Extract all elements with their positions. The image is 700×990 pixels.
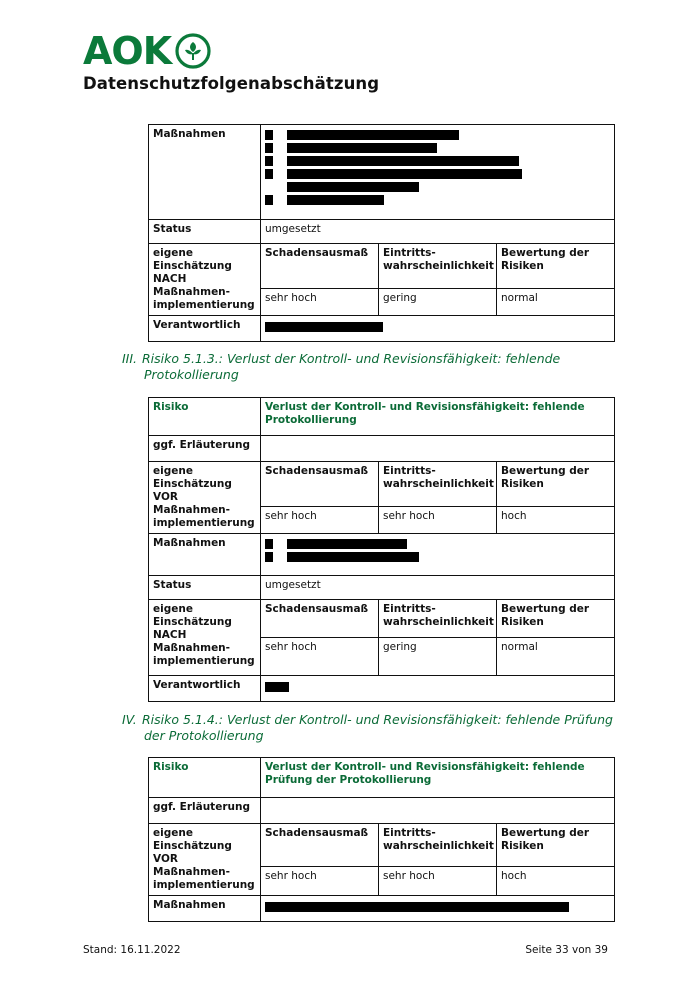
footer-page-number: Seite 33 von 39 xyxy=(525,944,608,956)
verantwortlich-redacted xyxy=(261,676,615,702)
section-heading-iii xyxy=(122,351,622,383)
massnahmen-label: Maßnahmen xyxy=(149,534,261,576)
section-title-line1: Risiko 5.1.3.: Verlust der Kontroll- und Revisionsfähigkeit: fehlende xyxy=(142,351,561,366)
risk-table-5-1-3 xyxy=(148,397,615,702)
eval-nach-label: eigene Einschätzung NACH Maßnahmen-implementierung xyxy=(149,244,261,316)
footer-stand: Stand: 16.11.2022 xyxy=(83,944,181,956)
status-value: umgesetzt xyxy=(261,576,615,600)
massnahmen-label: Maßnahmen xyxy=(149,125,261,220)
section-title-line2: der Protokollierung xyxy=(144,728,264,743)
massnahmen-label: Maßnahmen xyxy=(149,896,261,922)
nach-schaden-value: sehr hoch xyxy=(261,289,379,316)
vor-bewertung-value: hoch xyxy=(497,866,615,895)
aok-logo xyxy=(83,30,211,72)
eval-vor-label: eigene Einschätzung VOR Maßnahmen-implementierung xyxy=(149,462,261,534)
erlaeuterung-value xyxy=(261,798,615,824)
erlaeuterung-label: ggf. Erläuterung xyxy=(149,436,261,462)
aok-leaf-icon xyxy=(175,33,211,69)
status-value: umgesetzt xyxy=(261,220,615,244)
risk-table-5-1-2-continued xyxy=(148,124,615,342)
vor-schaden-value: sehr hoch xyxy=(261,507,379,534)
col-schadensausmass: Schadensausmaß xyxy=(261,824,379,867)
section-number: IV. xyxy=(122,712,137,727)
vor-schaden-value: sehr hoch xyxy=(261,866,379,895)
col-bewertung: Bewertung der Risiken xyxy=(497,244,615,289)
risiko-label: Risiko xyxy=(149,758,261,798)
erlaeuterung-value xyxy=(261,436,615,462)
verantwortlich-redacted xyxy=(261,316,615,342)
col-schadensausmass: Schadensausmaß xyxy=(261,600,379,638)
massnahmen-redacted xyxy=(261,896,615,922)
col-bewertung: Bewertung der Risiken xyxy=(497,462,615,507)
massnahmen-redacted xyxy=(261,534,615,576)
eval-nach-label: eigene Einschätzung NACH Maßnahmen-implementierung xyxy=(149,600,261,676)
erlaeuterung-label: ggf. Erläuterung xyxy=(149,798,261,824)
col-bewertung: Bewertung der Risiken xyxy=(497,600,615,638)
risiko-label: Risiko xyxy=(149,398,261,436)
col-eintrittswahrscheinlichkeit: Eintritts-wahrscheinlichkeit xyxy=(379,824,497,867)
section-title-line1: Risiko 5.1.4.: Verlust der Kontroll- und Revisionsfähigkeit: fehlende Prüfung xyxy=(142,712,613,727)
nach-eintritt-value: gering xyxy=(379,289,497,316)
section-number: III. xyxy=(122,351,138,366)
risk-table-5-1-4 xyxy=(148,757,615,922)
col-eintrittswahrscheinlichkeit: Eintritts-wahrscheinlichkeit xyxy=(379,462,497,507)
col-schadensausmass: Schadensausmaß xyxy=(261,462,379,507)
col-schadensausmass: Schadensausmaß xyxy=(261,244,379,289)
section-heading-iv xyxy=(122,712,622,744)
document-title: Datenschutzfolgenabschätzung xyxy=(83,74,380,93)
nach-eintritt-value: gering xyxy=(379,638,497,676)
section-title-line2: Protokollierung xyxy=(144,367,239,382)
logo-text: AOK xyxy=(83,29,172,73)
col-eintrittswahrscheinlichkeit: Eintritts-wahrscheinlichkeit xyxy=(379,600,497,638)
nach-schaden-value: sehr hoch xyxy=(261,638,379,676)
risiko-value: Verlust der Kontroll- und Revisionsfähigkeit: fehlende Prüfung der Protokollierung xyxy=(261,758,615,798)
verantwortlich-label: Verantwortlich xyxy=(149,316,261,342)
massnahmen-redacted xyxy=(261,125,615,220)
status-label: Status xyxy=(149,576,261,600)
verantwortlich-label: Verantwortlich xyxy=(149,676,261,702)
eval-vor-label: eigene Einschätzung VOR Maßnahmen-implementierung xyxy=(149,824,261,896)
col-bewertung: Bewertung der Risiken xyxy=(497,824,615,867)
vor-bewertung-value: hoch xyxy=(497,507,615,534)
nach-bewertung-value: normal xyxy=(497,289,615,316)
col-eintrittswahrscheinlichkeit: Eintritts-wahrscheinlichkeit xyxy=(379,244,497,289)
vor-eintritt-value: sehr hoch xyxy=(379,507,497,534)
nach-bewertung-value: normal xyxy=(497,638,615,676)
vor-eintritt-value: sehr hoch xyxy=(379,866,497,895)
risiko-value: Verlust der Kontroll- und Revisionsfähigkeit: fehlende Protokollierung xyxy=(261,398,615,436)
status-label: Status xyxy=(149,220,261,244)
